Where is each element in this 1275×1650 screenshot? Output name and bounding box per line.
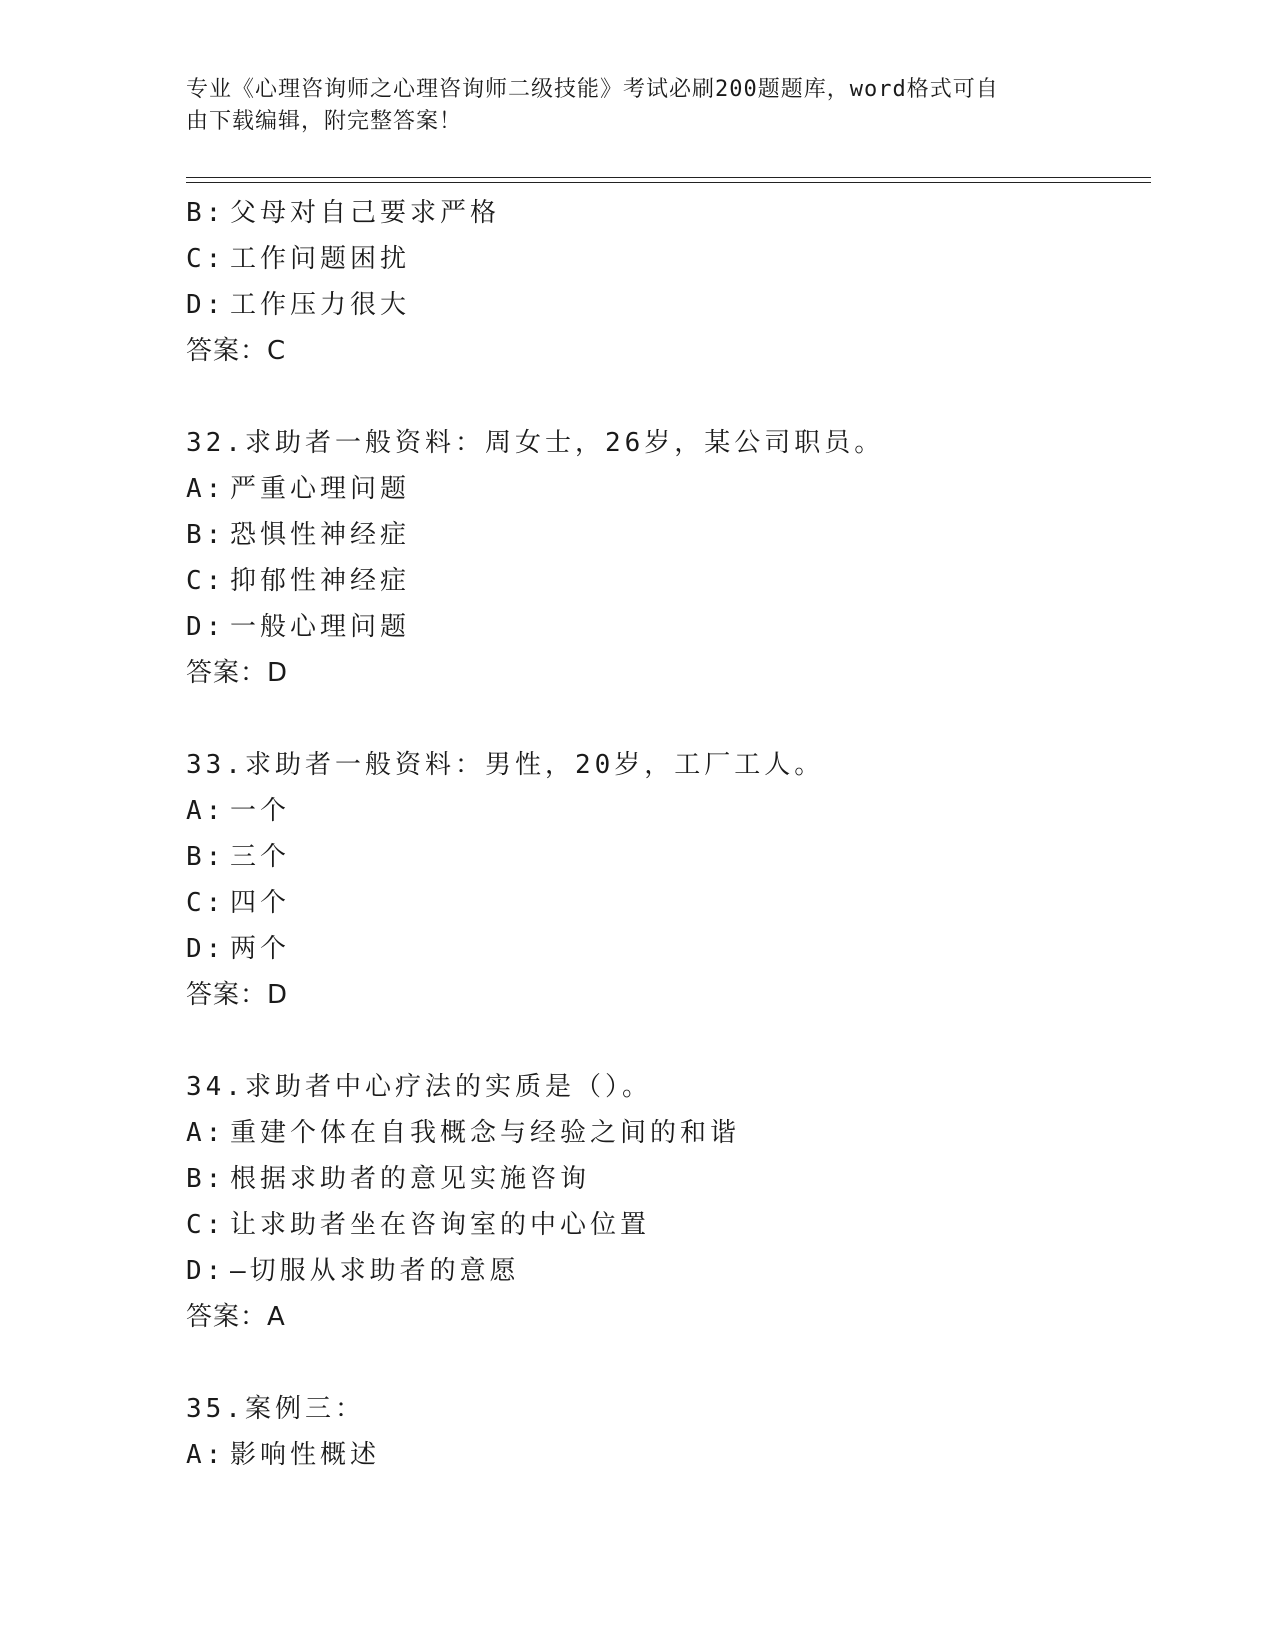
question-stem: 32.求助者一般资料：周女士，26岁，某公司职员。 [186, 428, 885, 458]
option-a [186, 1432, 1146, 1478]
spacer [186, 696, 1146, 742]
option-text: 一个 [230, 796, 291, 826]
header-divider-top [186, 177, 1151, 178]
option-text: —切服从求助者的意愿 [230, 1256, 520, 1286]
question-35 [186, 1386, 1146, 1478]
header-line-1: 专业《心理咨询师之心理咨询师二级技能》考试必刷200题题库，word格式可自 [186, 77, 999, 102]
option-c [186, 880, 1146, 926]
option-key: D: [186, 934, 226, 964]
option-c [186, 1202, 1146, 1248]
option-text: 父母对自己要求严格 [230, 198, 501, 228]
option-text: 四个 [230, 888, 291, 918]
option-c [186, 558, 1146, 604]
header-divider-bottom [186, 182, 1151, 183]
spacer [186, 1018, 1146, 1064]
option-text: 三个 [230, 842, 291, 872]
option-b [186, 190, 1146, 236]
option-b [186, 834, 1146, 880]
option-key: A: [186, 1440, 226, 1470]
answer-line: 答案：C [186, 336, 287, 366]
option-key: B: [186, 1164, 226, 1194]
question-34 [186, 1064, 1146, 1340]
option-c [186, 236, 1146, 282]
question-31-continuation [186, 190, 1146, 374]
option-key: A: [186, 1118, 226, 1148]
option-text: 根据求助者的意见实施咨询 [230, 1164, 591, 1194]
option-key: D: [186, 612, 226, 642]
option-text: 抑郁性神经症 [230, 566, 411, 596]
option-key: C: [186, 888, 226, 918]
option-key: C: [186, 566, 226, 596]
option-text: 重建个体在自我概念与经验之间的和谐 [230, 1118, 741, 1148]
option-d [186, 926, 1146, 972]
option-key: D: [186, 1256, 226, 1286]
option-b [186, 1156, 1146, 1202]
option-d [186, 282, 1146, 328]
option-key: D: [186, 290, 226, 320]
question-32 [186, 420, 1146, 696]
question-stem: 34.求助者中心疗法的实质是（）。 [186, 1072, 652, 1102]
option-key: B: [186, 198, 226, 228]
option-text: 影响性概述 [230, 1440, 381, 1470]
page-header [186, 74, 1066, 138]
option-b [186, 512, 1146, 558]
question-list [186, 190, 1146, 1478]
option-text: 工作压力很大 [230, 290, 411, 320]
spacer [186, 374, 1146, 420]
option-a [186, 466, 1146, 512]
header-line-2: 由下载编辑，附完整答案！ [186, 109, 463, 134]
option-a [186, 1110, 1146, 1156]
answer-line: 答案：A [186, 1302, 286, 1332]
question-33 [186, 742, 1146, 1018]
answer-line: 答案：D [186, 658, 289, 688]
option-key: A: [186, 796, 226, 826]
option-text: 两个 [230, 934, 291, 964]
option-text: 工作问题困扰 [230, 244, 411, 274]
option-d [186, 604, 1146, 650]
spacer [186, 1340, 1146, 1386]
option-text: 恐惧性神经症 [230, 520, 411, 550]
question-stem: 35.案例三： [186, 1394, 365, 1424]
option-key: B: [186, 520, 226, 550]
option-d [186, 1248, 1146, 1294]
option-key: B: [186, 842, 226, 872]
option-text: 严重心理问题 [230, 474, 411, 504]
option-text: 让求助者坐在咨询室的中心位置 [230, 1210, 651, 1240]
question-stem: 33.求助者一般资料：男性，20岁，工厂工人。 [186, 750, 825, 780]
option-key: C: [186, 244, 226, 274]
option-text: 一般心理问题 [230, 612, 411, 642]
option-key: C: [186, 1210, 226, 1240]
option-a [186, 788, 1146, 834]
option-key: A: [186, 474, 226, 504]
answer-line: 答案：D [186, 980, 289, 1010]
